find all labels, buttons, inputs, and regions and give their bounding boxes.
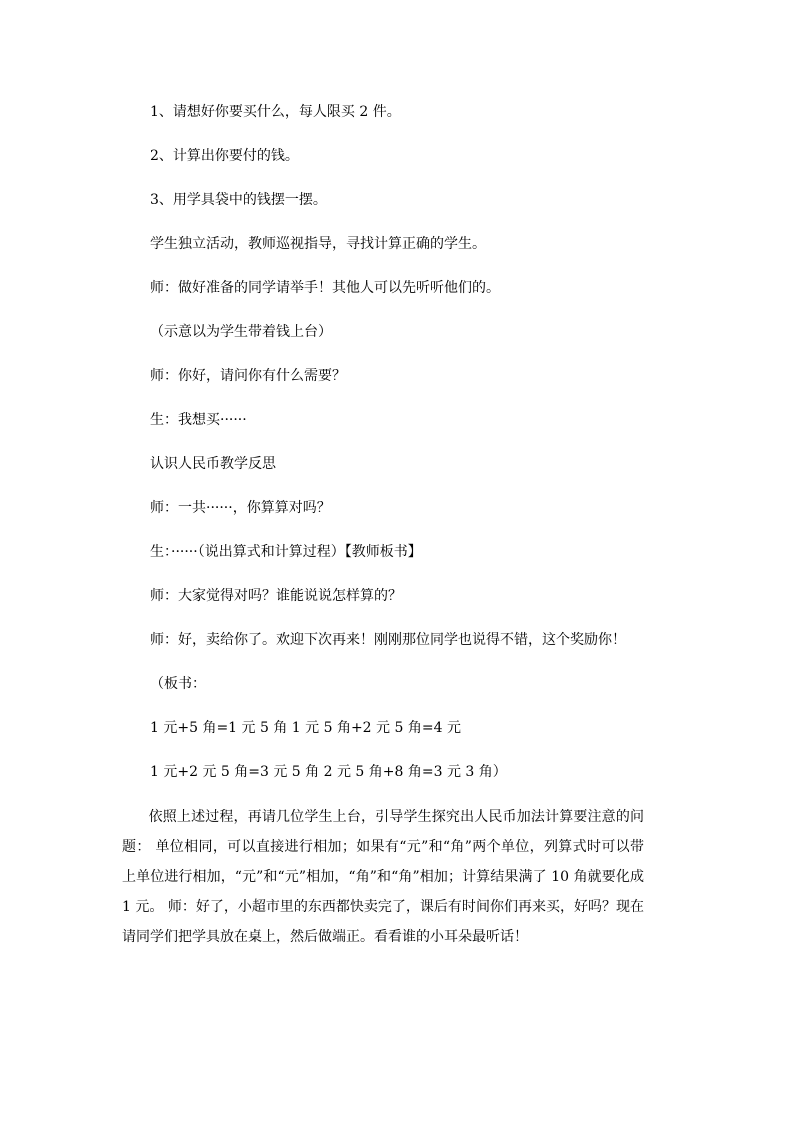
student-line-1: 生：我想买······ <box>150 412 247 428</box>
summary-paragraph: 依照上述过程，再请几位学生上台，引导学生探究出人民币加法计算要注意的问题： 单位相同，可以直接进行相加；如果有“元”和“角”两个单位，列算式时可以带上单位进行相加，“元”和“元”相加，“角”和“角”相加；计算结果满了 10 角就要化成 1 元。 师：好了，小超市里的东西都快卖完了，课后有时间你们再来买，好吗？现在请同学们把学具放在桌上，然后做端正。看看谁的小耳朵最听话！ <box>122 809 644 945</box>
instruction-line-1: 1、请想好你要买什么，每人限买 2 件。 <box>150 104 401 120</box>
note-line: （示意以为学生带着钱上台） <box>150 324 332 340</box>
instruction-line-3: 3、用学具袋中的钱摆一摆。 <box>150 192 327 208</box>
student-activity-line: 学生独立活动，教师巡视指导，寻找计算正确的学生。 <box>150 236 486 252</box>
board-equation-line-2: 1 元+2 元 5 角=3 元 5 角 2 元 5 角+8 角=3 元 3 角） <box>150 764 507 780</box>
instruction-line-2: 2、计算出你要付的钱。 <box>150 148 299 164</box>
student-line-2: 生：······（说出算式和计算过程）【教师板书】 <box>150 544 422 560</box>
teacher-line-5: 师：好，卖给你了。欢迎下次再来！刚刚那位同学也说得不错，这个奖励你！ <box>150 632 626 648</box>
teacher-line-1: 师：做好准备的同学请举手！其他人可以先听听他们的。 <box>150 280 500 296</box>
teacher-line-2: 师：你好，请问你有什么需要？ <box>150 368 346 384</box>
document-body <box>122 98 670 952</box>
board-equation-line-1: 1 元+5 角=1 元 5 角 1 元 5 角+2 元 5 角=4 元 <box>150 720 461 736</box>
section-title-line: 认识人民币教学反思 <box>150 456 276 472</box>
teacher-line-4: 师：大家觉得对吗？谁能说说怎样算的？ <box>150 588 402 604</box>
board-heading-line: （板书： <box>150 676 206 692</box>
teacher-line-3: 师：一共······，你算算对吗？ <box>150 500 331 516</box>
